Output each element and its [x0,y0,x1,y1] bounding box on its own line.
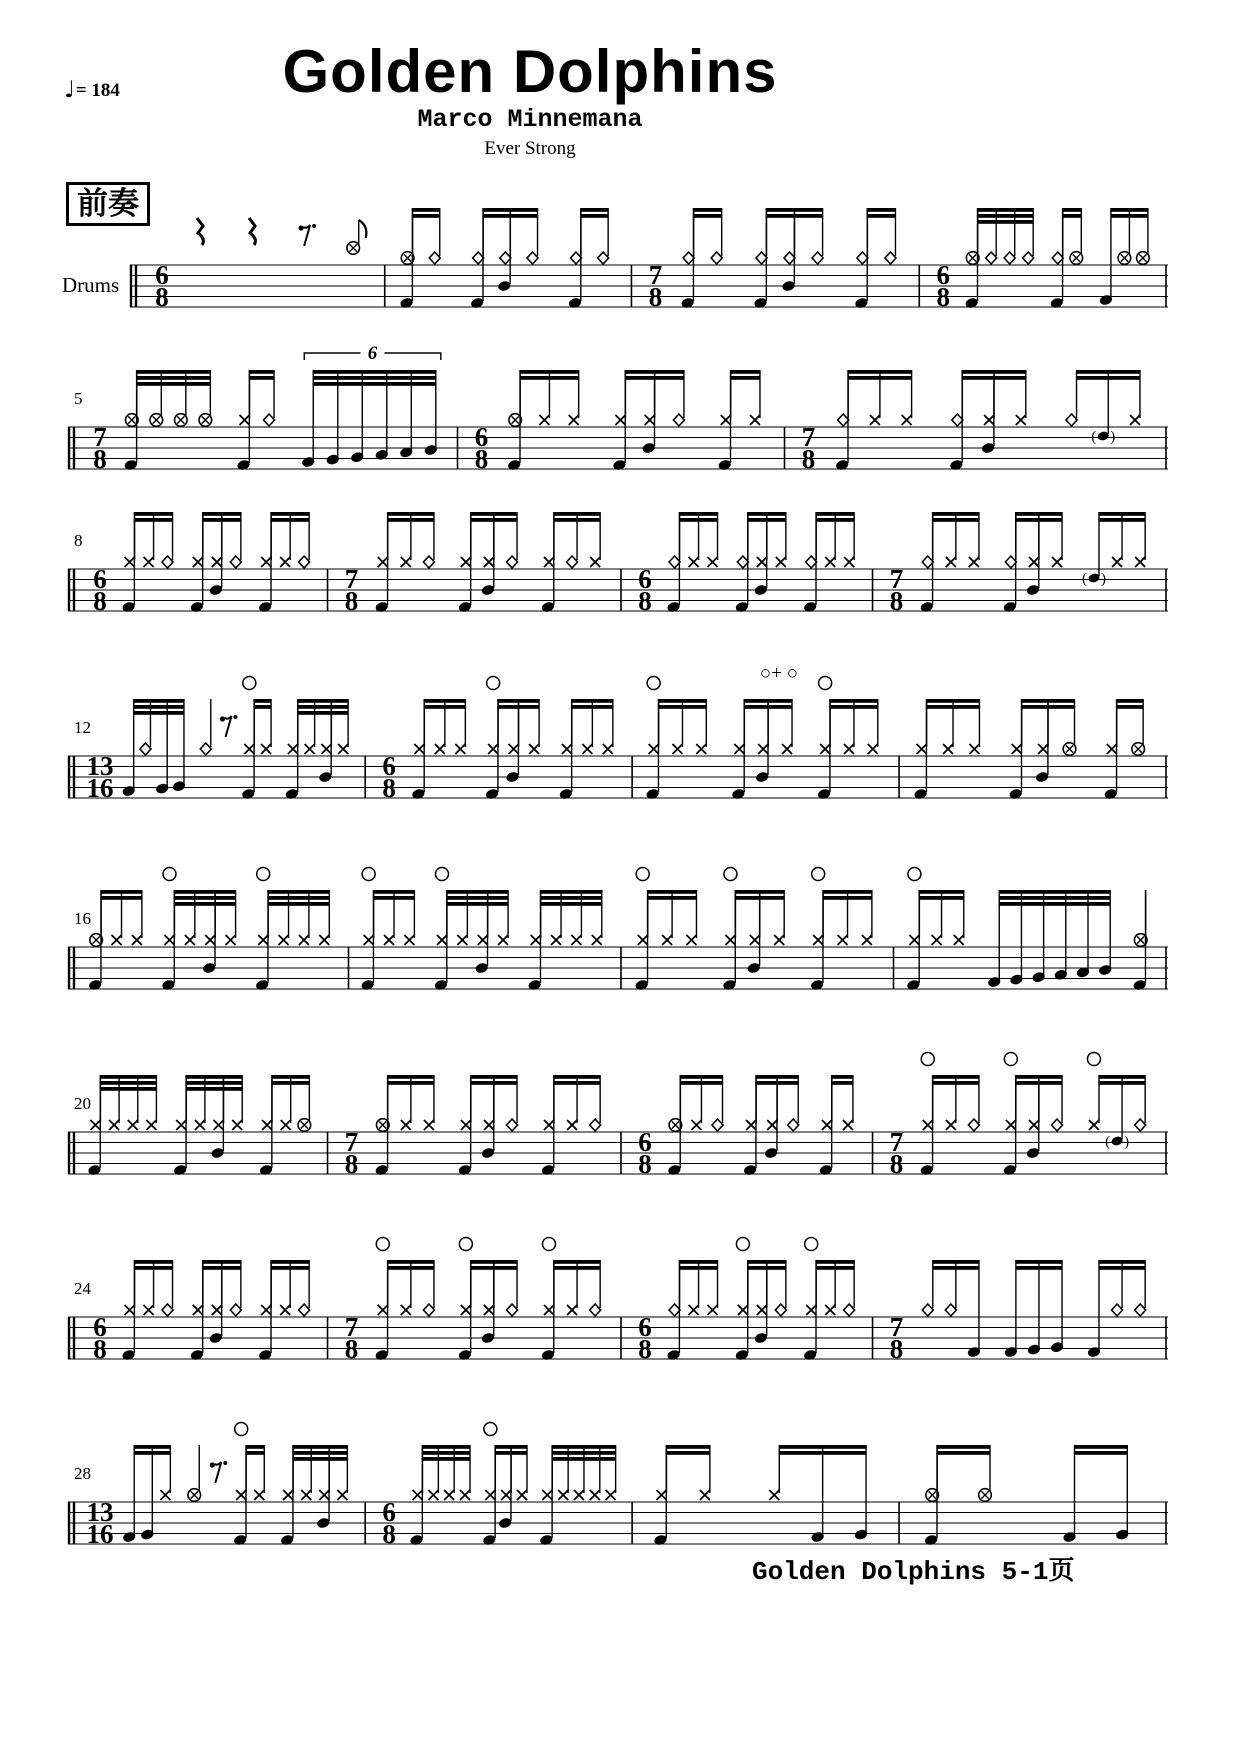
svg-text:7: 7 [889,1127,904,1157]
svg-text:8: 8 [382,1519,396,1549]
open-hihat-circle [805,1238,818,1251]
page-title: Golden Dolphins [282,38,778,105]
svg-text:7: 7 [889,564,904,594]
svg-text:8: 8 [648,282,663,312]
time-signature [638,564,652,616]
open-hihat-circle [908,868,921,881]
svg-text:8: 8 [155,282,169,312]
eighth-rest [303,225,310,246]
svg-text:6: 6 [638,1312,652,1342]
open-hihat-circle [1004,1053,1017,1066]
staff-system-5 [58,852,1178,1004]
svg-text:8: 8 [344,1149,359,1179]
svg-text:7: 7 [889,1312,904,1342]
quarter-note-icon: ♩ [64,77,75,103]
quarter-rest [249,218,255,245]
footer-page-label: Golden Dolphins 5-1页 [752,1557,1075,1587]
measure [360,868,601,992]
measure [88,868,329,992]
open-hihat-circle [435,868,448,881]
measure [345,1238,601,1365]
svg-text:6: 6 [474,422,489,452]
time-signature [382,1497,396,1549]
svg-text:8: 8 [93,586,107,616]
subtitle: Ever Strong [484,138,576,159]
open-hihat-circle [362,868,375,881]
svg-text:7: 7 [344,564,359,594]
time-signature [802,422,816,474]
svg-text:(: ( [1091,429,1097,445]
measure-number: 12 [74,718,91,737]
time-signature [937,260,951,312]
measure [638,1238,854,1365]
open-hihat-circle [542,1238,555,1251]
svg-text:13: 13 [86,1497,114,1527]
svg-text:8: 8 [93,444,107,474]
open-hihat-circle [812,868,825,881]
svg-text:8: 8 [889,1149,904,1179]
svg-text:8: 8 [801,444,816,474]
tempo-value: = 184 [75,80,120,101]
svg-text:7: 7 [344,1127,359,1157]
open-hihat-circle [459,1238,472,1251]
svg-text:7: 7 [344,1312,359,1342]
time-signature [890,1127,904,1179]
svg-text:8: 8 [638,1149,652,1179]
svg-text:(: ( [1081,571,1087,587]
time-signature [87,1497,114,1549]
svg-text:6: 6 [382,1497,396,1527]
section-label: 前奏 [66,182,150,226]
open-hihat-circle [636,868,649,881]
measure-number: 20 [74,1094,91,1113]
measure-number: 8 [74,531,83,550]
measure [93,343,441,474]
time-signature [155,260,169,312]
measure [87,677,349,804]
svg-text:8: 8 [344,586,359,616]
svg-text:16: 16 [86,1519,114,1549]
measure [645,663,877,800]
open-hihat-circle [257,868,270,881]
svg-text:8: 8 [638,586,652,616]
measure-number: 24 [74,1279,91,1298]
measure [87,1075,311,1176]
time-signature [87,751,114,803]
composer: Marco Minnemana [417,105,643,134]
staff-system-7 [58,1222,1178,1374]
open-hihat-circle [487,677,500,690]
measure-number: 28 [74,1464,91,1483]
time-signature [638,1312,652,1364]
measure [913,699,1144,800]
time-signature [890,1312,904,1364]
staff-instrument-label: Drums [62,273,120,297]
open-hihat-circle [1087,1053,1100,1066]
measure [634,868,871,992]
svg-text:): ) [1100,571,1106,587]
measure [906,868,1147,992]
time-signature [890,564,904,616]
time-signature [475,422,489,474]
time-signature [345,564,359,616]
svg-text:8: 8 [93,1334,107,1364]
svg-text:8: 8 [889,1334,904,1364]
open-hihat-circle [647,677,660,690]
staff-system-2 [58,332,1178,484]
svg-text:8: 8 [344,1334,359,1364]
staff-system-1 [58,170,1178,322]
measure [399,208,608,309]
open-hihat-circle [235,1423,248,1436]
open-hihat-circle [376,1238,389,1251]
svg-text:7: 7 [648,260,663,290]
svg-text:7: 7 [801,422,816,452]
measure [382,677,612,804]
eighth-rest [214,1462,221,1483]
open-hihat-circle [724,868,737,881]
open-hihat-circle [163,868,176,881]
svg-text:(: ( [1105,1134,1111,1150]
svg-text:7: 7 [93,422,107,452]
measure [653,1445,868,1546]
staff-system-4 [58,661,1178,813]
time-signature [649,260,663,312]
svg-text:13: 13 [86,751,114,781]
svg-text:8: 8 [936,282,951,312]
time-signature [93,564,107,616]
open-hihat-circle [819,677,832,690]
staff-system-3 [58,474,1178,626]
open-hihat-annotation: ○+ ○ [759,663,799,684]
svg-text:6: 6 [93,564,107,594]
svg-text:): ) [1110,429,1116,445]
time-signature [345,1127,359,1179]
open-hihat-circle [736,1238,749,1251]
measure [87,1423,348,1550]
open-hihat-circle [243,677,256,690]
staff-system-6 [58,1037,1178,1189]
time-signature [345,1312,359,1364]
time-signature [93,1312,107,1364]
measure [382,1423,615,1550]
measure-number: 16 [74,909,91,928]
svg-text:6: 6 [638,564,652,594]
measure [924,1445,1130,1546]
svg-text:6: 6 [638,1127,652,1157]
svg-text:6: 6 [367,343,378,364]
time-signature [382,751,396,803]
svg-text:8: 8 [382,773,396,803]
open-hihat-circle [484,1423,497,1436]
svg-text:6: 6 [382,751,396,781]
svg-text:6: 6 [936,260,951,290]
svg-text:16: 16 [86,773,114,803]
svg-text:8: 8 [638,1334,652,1364]
staff-system-8 [58,1407,1178,1559]
measure-number: 5 [74,389,83,408]
svg-text:): ) [1124,1134,1130,1150]
svg-text:6: 6 [93,1312,107,1342]
tuplet-bracket [304,343,441,364]
svg-text:6: 6 [155,260,169,290]
svg-text:8: 8 [889,586,904,616]
quarter-rest [197,218,203,245]
svg-text:8: 8 [474,444,489,474]
time-signature [638,1127,652,1179]
time-signature [93,422,107,474]
measure [890,1053,1146,1180]
open-hihat-circle [921,1053,934,1066]
eighth-rest [225,716,232,737]
